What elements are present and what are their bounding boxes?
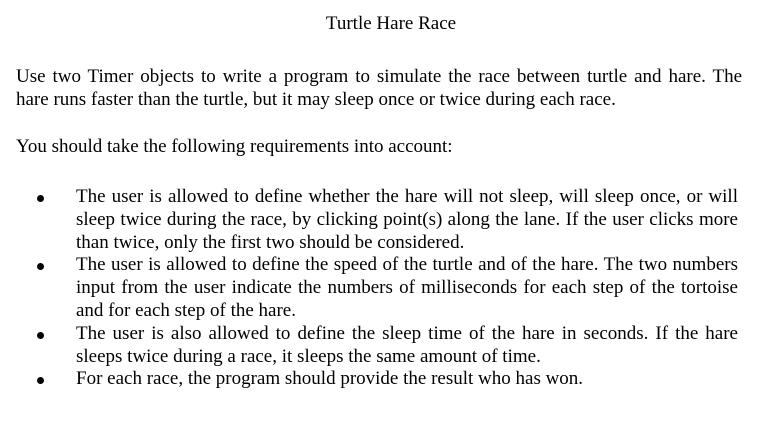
requirement-item [0,368,782,391]
requirement-text: The user is allowed to define whether the hare will not sleep, will sleep once, or will sleep twice during the race, by clicking point(s) along the lane. If the user clicks more than twice, only the first two should be considered. [76,186,738,253]
intro-paragraph: Use two Timer objects to write a program to simulate the race between turtle and hare. The hare runs faster than the turtle, but it may sleep once or twice during each race. [16,66,742,110]
bullet-icon [37,195,44,202]
requirements-lead: You should take the following requirements into account: [16,136,453,157]
bullet-icon [37,263,44,270]
requirement-text: For each race, the program should provide the result who has won. [76,368,584,390]
requirement-text: The user is also allowed to define the sleep time of the hare in seconds. If the hare sleeps twice during a race, it sleeps the same amount of time. [76,322,738,367]
requirement-item [0,323,782,369]
document-title: Turtle Hare Race [325,13,457,34]
requirement-text: The user is allowed to define the speed of the turtle and of the hare. The two numbers input from the user indicate the numbers of milliseconds for each step of the tortoise and for each step of the hare. [76,254,738,321]
requirements-list [0,186,782,391]
requirement-item [0,254,782,322]
bullet-icon [37,332,44,339]
bullet-icon [37,377,44,384]
requirement-item [0,186,782,254]
